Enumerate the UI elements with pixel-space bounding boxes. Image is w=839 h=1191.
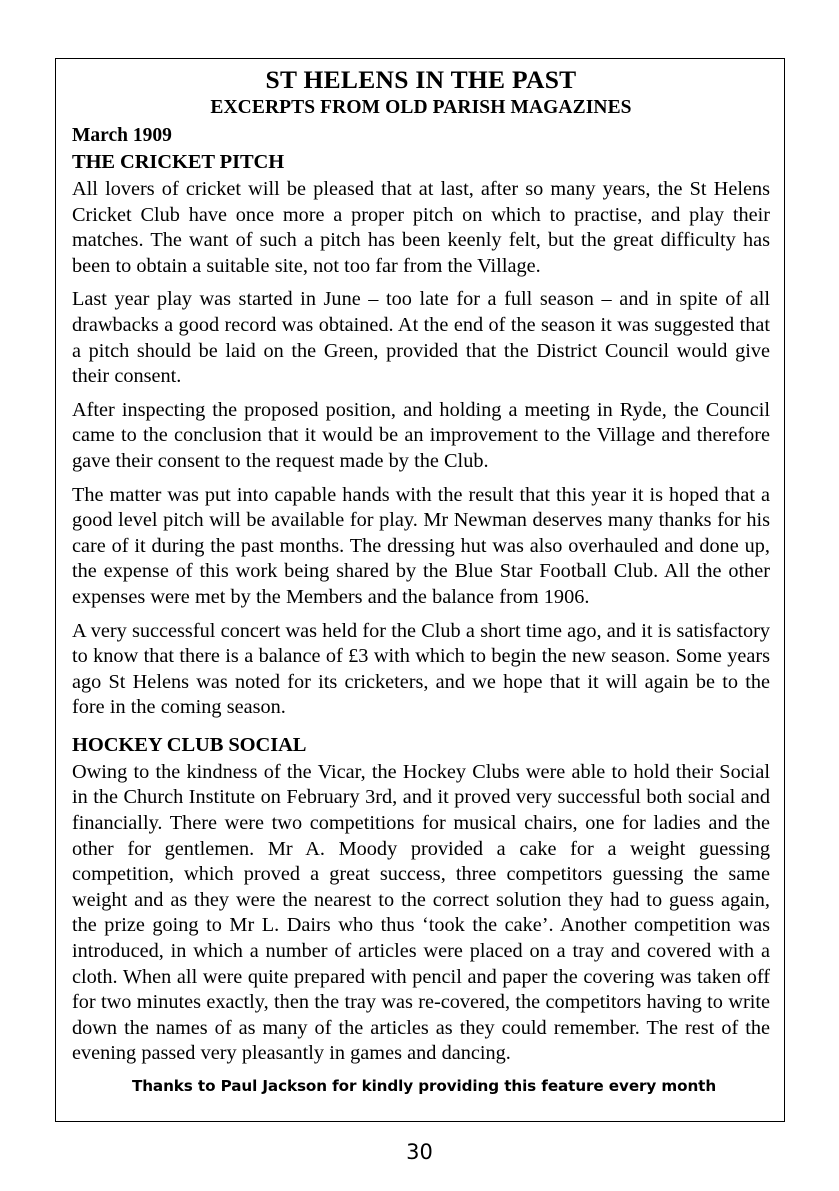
page-subtitle: EXCERPTS FROM OLD PARISH MAGAZINES — [210, 97, 632, 118]
article-body — [72, 65, 770, 1096]
paragraph: A very successful concert was held for the Club a short time ago, and it is satisfactory to know that there is a balance of £3 with which to begin the new season. Some years ago St Helens was noted for its cricketers, and we hope that it will again be to the fore in the coming season. — [72, 619, 770, 719]
section-heading-hockey-club-social: HOCKEY CLUB SOCIAL — [72, 733, 307, 756]
paragraph: The matter was put into capable hands with the result that this year it is hoped that a good level pitch will be available for play. Mr Newman deserves many thanks for his care of it during the past months. The dressing hut was also overhauled and done up, the expense of this work being shared by the Blue Star Football Club. All the other expenses were met by the Members and the balance from 1906. — [72, 483, 770, 608]
page-number: 30 — [406, 1140, 433, 1164]
paragraph: Owing to the kindness of the Vicar, the Hockey Clubs were able to hold their Social in the Church Institute on February 3rd, and it proved very successful both social and financially. There were two competitions for musical chairs, one for ladies and the other for gentlemen. Mr A. Moody provided a cake for a weight guessing competition, which proved a great success, three competitors guessing the same weight and as they were the nearest to the correct solution they had to guess again, the prize going to Mr L. Dairs who thus ‘took the cake’. Another competition was introduced, in which a number of articles were placed on a tray and covered with a cloth. When all were quite prepared with pencil and paper the covering was taken off for two minutes exactly, then the tray was re-covered, the competitors having to write down the names of as many of the articles as they could remember. The rest of the evening passed very pleasantly in games and dancing. — [72, 760, 770, 1065]
issue-date: March 1909 — [72, 125, 172, 146]
section-heading-cricket-pitch: THE CRICKET PITCH — [72, 151, 285, 173]
paragraph: After inspecting the proposed position, and holding a meeting in Ryde, the Council came to the conclusion that it would be an improvement to the Village and therefore gave their consent to the request made by the Club. — [72, 398, 770, 472]
paragraph: Last year play was started in June – too late for a full season – and in spite of all drawbacks a good record was obtained. At the end of the season it was suggested that a pitch should be laid on the Green, provided that the District Council would give their consent. — [72, 288, 770, 388]
paragraph: All lovers of cricket will be pleased that at last, after so many years, the St Helens Cricket Club have once more a proper pitch on which to practise, and play their matches. The want of such a pitch has been keenly felt, but the great difficulty has been to obtain a suitable site, not too far from the Village. — [72, 178, 770, 277]
credit-line: Thanks to Paul Jackson for kindly providing this feature every month — [131, 1077, 717, 1095]
article-frame — [55, 58, 785, 1122]
page-title: ST HELENS IN THE PAST — [265, 65, 577, 94]
